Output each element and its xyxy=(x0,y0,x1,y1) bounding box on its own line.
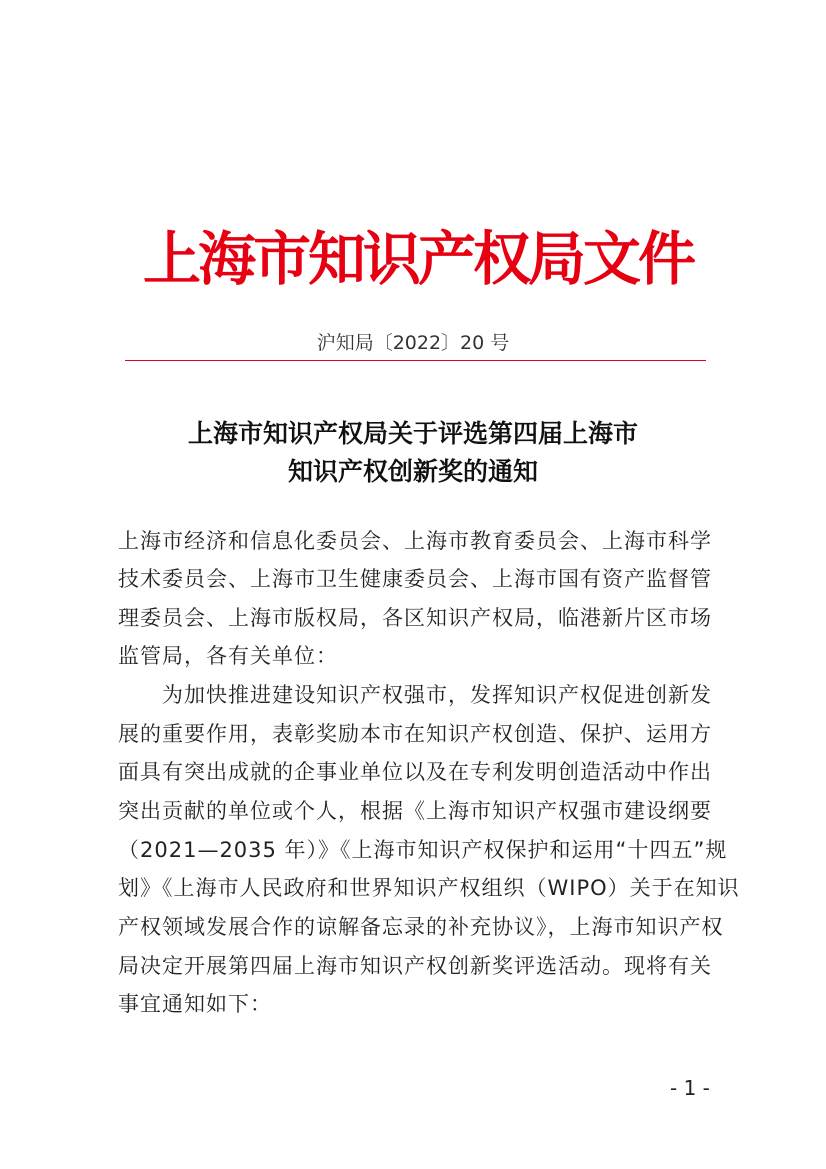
body-line: 产权领域发展合作的谅解备忘录的补充协议》，上海市知识产权 xyxy=(118,915,724,939)
body-line: 事宜通知如下： xyxy=(118,992,272,1016)
body-line: 上海市经济和信息化委员会、上海市教育委员会、上海市科学 xyxy=(118,529,712,553)
document-title-line-1: 上海市知识产权局关于评选第四届上海市 xyxy=(187,419,638,448)
document-number: 沪知局〔2022〕20 号 xyxy=(316,332,510,354)
body-line: 技术委员会、上海市卫生健康委员会、上海市国有资产监督管 xyxy=(118,567,712,591)
document-title-line-2: 知识产权创新奖的通知 xyxy=(287,457,538,486)
body-line: 为加快推进建设知识产权强市，发挥知识产权促进创新发 xyxy=(118,683,712,707)
page-number: - 1 - xyxy=(670,1076,710,1100)
red-divider xyxy=(125,360,706,361)
issuing-authority-header: 上海市知识产权局文件 xyxy=(142,225,693,293)
body-line: 理委员会、上海市版权局，各区知识产权局，临港新片区市场 xyxy=(118,606,712,630)
body-line: 面具有突出成就的企事业单位以及在专利发明创造活动中作出 xyxy=(118,760,712,784)
body-line: 突出贡献的单位或个人，根据《上海市知识产权强市建设纲要 xyxy=(118,799,712,823)
body-line: （2021—2035 年）》《上海市知识产权保护和运用“十四五”规 xyxy=(118,838,728,862)
body-line: 局决定开展第四届上海市知识产权创新奖评选活动。现将有关 xyxy=(118,954,712,978)
body-line: 展的重要作用，表彰奖励本市在知识产权创造、保护、运用方 xyxy=(118,722,712,746)
body-line: 划》《上海市人民政府和世界知识产权组织（WIPO）关于在知识 xyxy=(118,876,740,900)
body-line: 监管局，各有关单位： xyxy=(118,644,338,668)
